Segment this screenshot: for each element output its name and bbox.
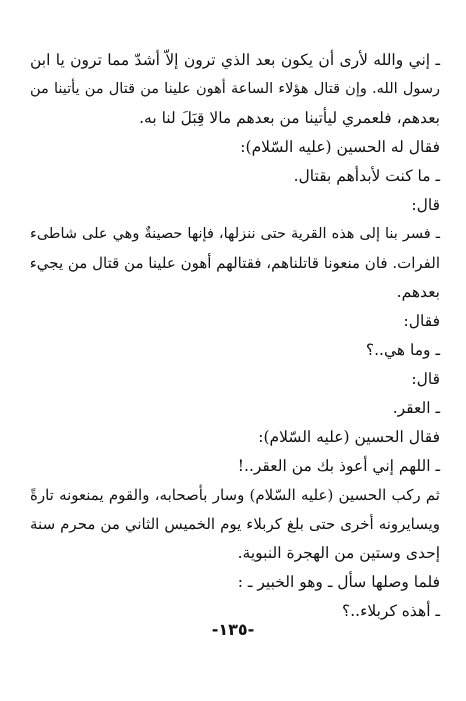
text-line-16: ثم ركب الحسين (عليه السّلام) وسار بأصحابه، والقوم يمنعونه تارةً: [30, 486, 440, 504]
text-line-20: ـ أهذه كربلاء..؟: [342, 602, 440, 620]
text-line-10: فقال:: [403, 312, 440, 330]
text-line-13: ـ العقر.: [392, 399, 440, 417]
page-number: -١٣٥-: [211, 620, 255, 639]
page-body: [30, 48, 440, 648]
text-line-12: قال:: [411, 370, 440, 388]
text-line-8: الفرات. فان منعونا قاتلناهم، فقتالهم أهون علينا من قتال من يجيء: [29, 254, 440, 272]
text-line-19: فلما وصلها سأل ـ وهو الخبير ـ :: [237, 573, 440, 591]
text-line-18: إحدى وستين من الهجرة النبوية.: [237, 544, 440, 562]
text-line-3: بعدهم، فلعمري ليأتينا من بعدهم مالا قِبَلَ لنا به.: [139, 109, 440, 127]
text-line-11: ـ وما هي..؟: [365, 341, 440, 359]
text-line-7: ـ فسر بنا إلى هذه القرية حتى ننزلها، فإنها حصينةٌ وهي على شاطىء: [30, 226, 440, 242]
text-line-9: بعدهم.: [396, 283, 440, 301]
text-line-2: رسول الله. وإن قتال هؤلاء الساعة أهون علينا من قتال من يأتينا من: [30, 81, 440, 97]
text-line-6: قال:: [411, 196, 440, 214]
text-line-15: ـ اللهم إني أعوذ بك من العقر..!: [237, 457, 440, 475]
text-line-1: ـ إني والله لأرى أن يكون بعد الذي ترون إلاّ أشدّ مما ترون يا ابن: [30, 51, 440, 69]
text-line-4: فقال له الحسين (عليه السّلام):: [240, 138, 440, 156]
text-line-17: ويسايرونه أخرى حتى بلغ كربلاء يوم الخميس الثاني من محرم سنة: [30, 515, 440, 533]
text-line-5: ـ ما كنت لأبدأهم بقتال.: [293, 167, 440, 185]
text-line-14: فقال الحسين (عليه السّلام):: [258, 428, 440, 446]
